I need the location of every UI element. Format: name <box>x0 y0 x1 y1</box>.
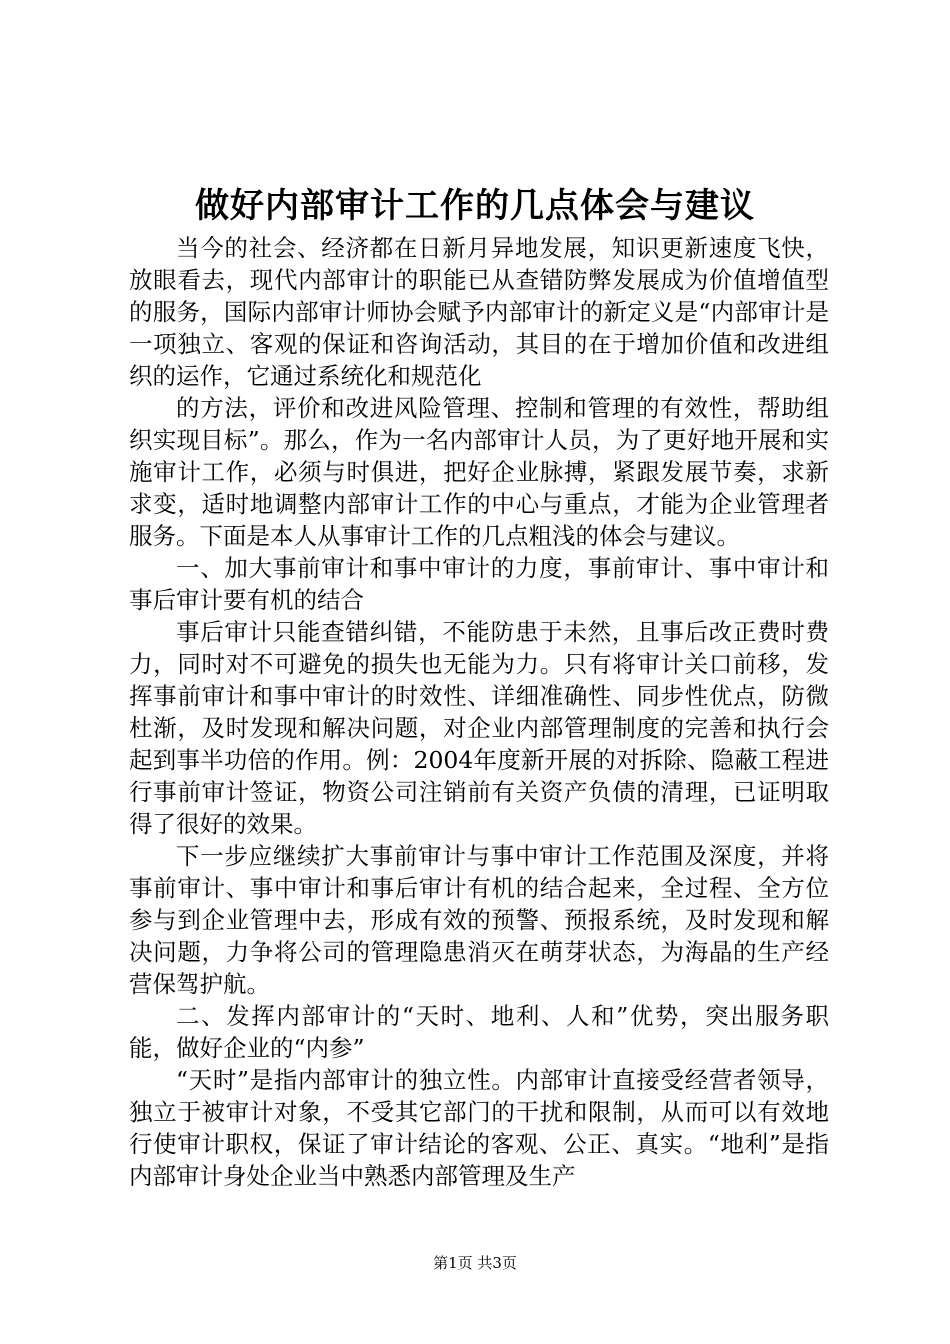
section-heading-2: 二、发挥内部审计的“天时、地利、人和”优势，突出服务职能，做好企业的“内参” <box>129 1002 829 1062</box>
document-body <box>129 232 829 1192</box>
page-footer: 第1页 共3页 <box>433 1254 517 1272</box>
paragraph-next-step: 下一步应继续扩大事前审计与事中审计工作范围及深度，并将事前审计、事中审计和事后审计有机的结合起来，全过程、全方位参与到企业管理中去，形成有效的预警、预报系统，及时发现和解决问题，力争将公司的管理隐患消灭在萌芽状态，为海晶的生产经营保驾护航。 <box>129 842 829 998</box>
paragraph-tianshi: “天时”是指内部审计的独立性。内部审计直接受经营者领导，独立于被审计对象，不受其它部门的干扰和限制，从而可以有效地行使审计职权，保证了审计结论的客观、公正、真实。“地利”是指内部审计身处企业当中熟悉内部管理及生产 <box>129 1066 829 1190</box>
paragraph-intro: 当今的社会、经济都在日新月异地发展，知识更新速度飞快，放眼看去，现代内部审计的职能已从查错防弊发展成为价值增值型的服务，国际内部审计师协会赋予内部审计的新定义是“内部审计是一项独立、客观的保证和咨询活动，其目的在于增加价值和改进组织的运作，它通过系统化和规范化 <box>129 234 829 390</box>
section-heading-1: 一、加大事前审计和事中审计的力度，事前审计、事中审计和事后审计要有机的结合 <box>129 554 829 614</box>
paragraph-continuation: 的方法，评价和改进风险管理、控制和管理的有效性，帮助组织实现目标”。那么，作为一名内部审计人员，为了更好地开展和实施审计工作，必须与时俱进，把好企业脉搏，紧跟发展节奏，求新求变，适时地调整内部审计工作的中心与重点，才能为企业管理者服务。下面是本人从事审计工作的几点粗浅的体会与建议。 <box>129 394 829 550</box>
paragraph-after-event-audit: 事后审计只能查错纠错，不能防患于未然，且事后改正费时费力，同时对不可避免的损失也无能为力。只有将审计关口前移，发挥事前审计和事中审计的时效性、详细准确性、同步性优点，防微杜渐，及时发现和解决问题，对企业内部管理制度的完善和执行会起到事半功倍的作用。例：2004年度新开展的对拆除、隐蔽工程进行事前审计签证，物资公司注销前有关资产负债的清理，已证明取得了很好的效果。 <box>129 618 829 838</box>
document-title: 做好内部审计工作的几点体会与建议 <box>195 186 755 226</box>
